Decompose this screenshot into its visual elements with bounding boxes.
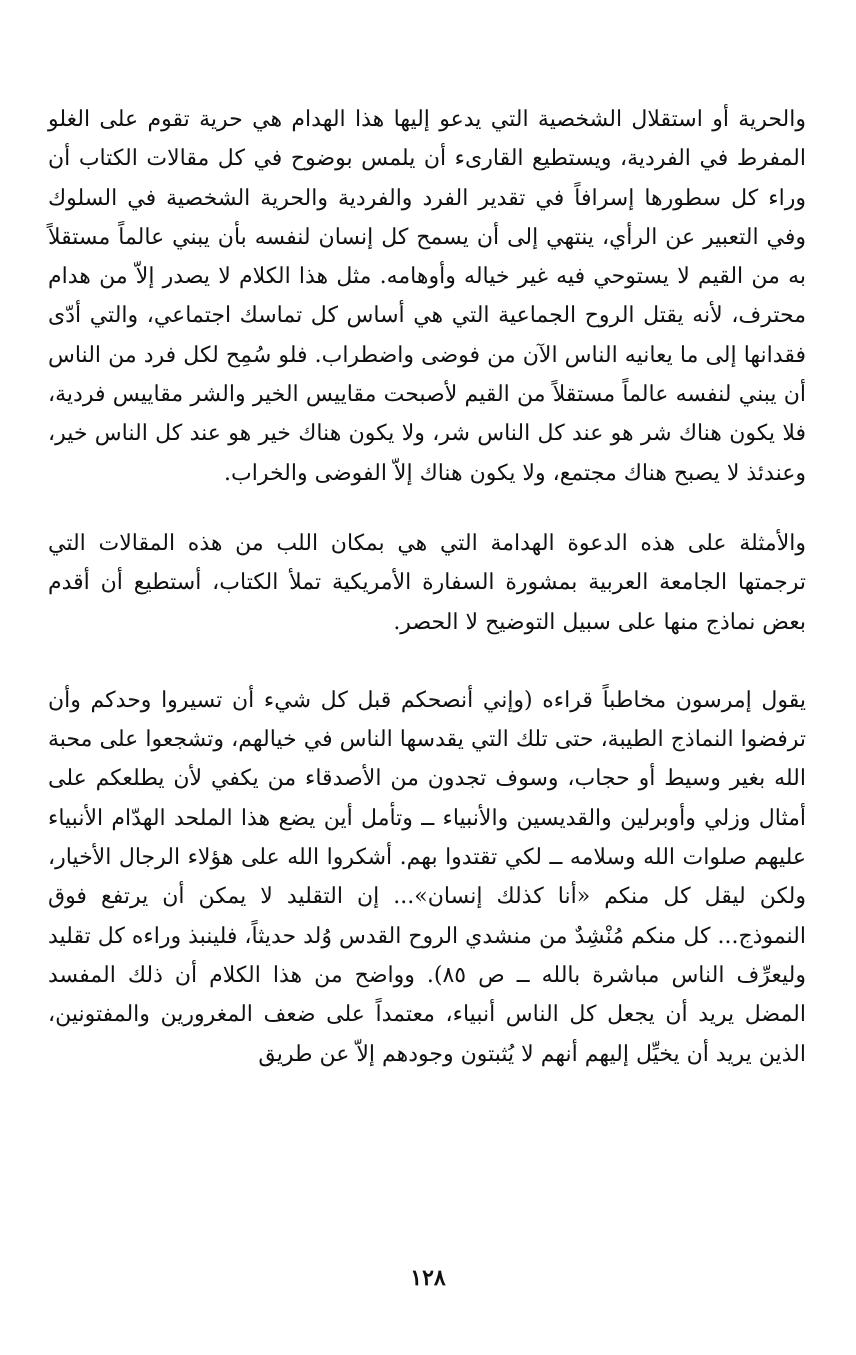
page-number: ١٢٨ [410,1265,446,1291]
paragraph-3: يقول إمرسون مخاطباً قراءه (وإني أنصحكم قبل كل شيء أن تسيروا وحدكم وأن ترفضوا النماذج الطيبة، حتى تلك التي يقدسها الناس في خيالهم، وتشجعوا على محبة الله بغير وسيط أو حجاب، وسوف تجدون من الأصدقاء من يكفي لأن يطلعكم على أمثال وزلي وأوبرلين والقديسين والأنبياء ــ وتأمل أين يضع هذا الملحد الهدّام الأنبياء عليهم صلوات الله وسلامه ــ لكي تقتدوا بهم. أشكروا الله على هؤلاء الرجال الأخيار، ولكن ليقل كل منكم «أنا كذلك إنسان»... إن التقليد لا يمكن أن يرتفع فوق النموذج... كل منكم مُنْشِدٌ من منشدي الروح القدس وُلد حديثاً، فلينبذ وراءه كل تقليد وليعرِّف الناس مباشرة بالله ــ ص ٨٥). وواضح من هذا الكلام أن ذلك المفسد المضل يريد أن يجعل كل الناس أنبياء، معتمداً على ضعف المغرورين والمفتونين، الذين يريد أن يخيِّل إليهم أنهم لا يُثبتون وجودهم إلاّ عن طريق [48,687,806,1067]
paragraph-2: والأمثلة على هذه الدعوة الهدامة التي هي بمكان اللب من هذه المقالات التي ترجمتها الجامعة العربية بمشورة السفارة الأمريكية تملأ الكتاب، أستطيع أن أقدم بعض نماذج منها على سبيل التوضيح لا الحصر. [48,530,806,635]
page-body [48,100,806,1074]
paragraph-1: والحرية أو استقلال الشخصية التي يدعو إليها هذا الهدام هي حرية تقوم على الغلو المفرط في الفردية، ويستطيع القارىء أن يلمس بوضوح في كل مقالات الكتاب أن وراء كل سطورها إسرافاً في تقدير الفرد والفردية والحرية الشخصية في السلوك وفي التعبير عن الرأي، ينتهي إلى أن يسمح كل إنسان لنفسه بأن يبني عالماً مستقلاً به من القيم لا يستوحي فيه غير خياله وأوهامه. مثل هذا الكلام لا يصدر إلاّ من هدام محترف، لأنه يقتل الروح الجماعية التي هي أساس كل تماسك اجتماعي، والتي أدّى فقدانها إلى ما يعانيه الناس الآن من فوضى واضطراب. فلو سُمِح لكل فرد من الناس أن يبني لنفسه عالماً مستقلاً من القيم لأصبحت مقاييس الخير والشر مقاييس فردية، فلا يكون هناك شر هو عند كل الناس شر، ولا يكون هناك خير هو عند كل الناس خير، وعندئذ لا يصبح هناك مجتمع، ولا يكون هناك إلاّ الفوضى والخراب. [48,107,806,486]
